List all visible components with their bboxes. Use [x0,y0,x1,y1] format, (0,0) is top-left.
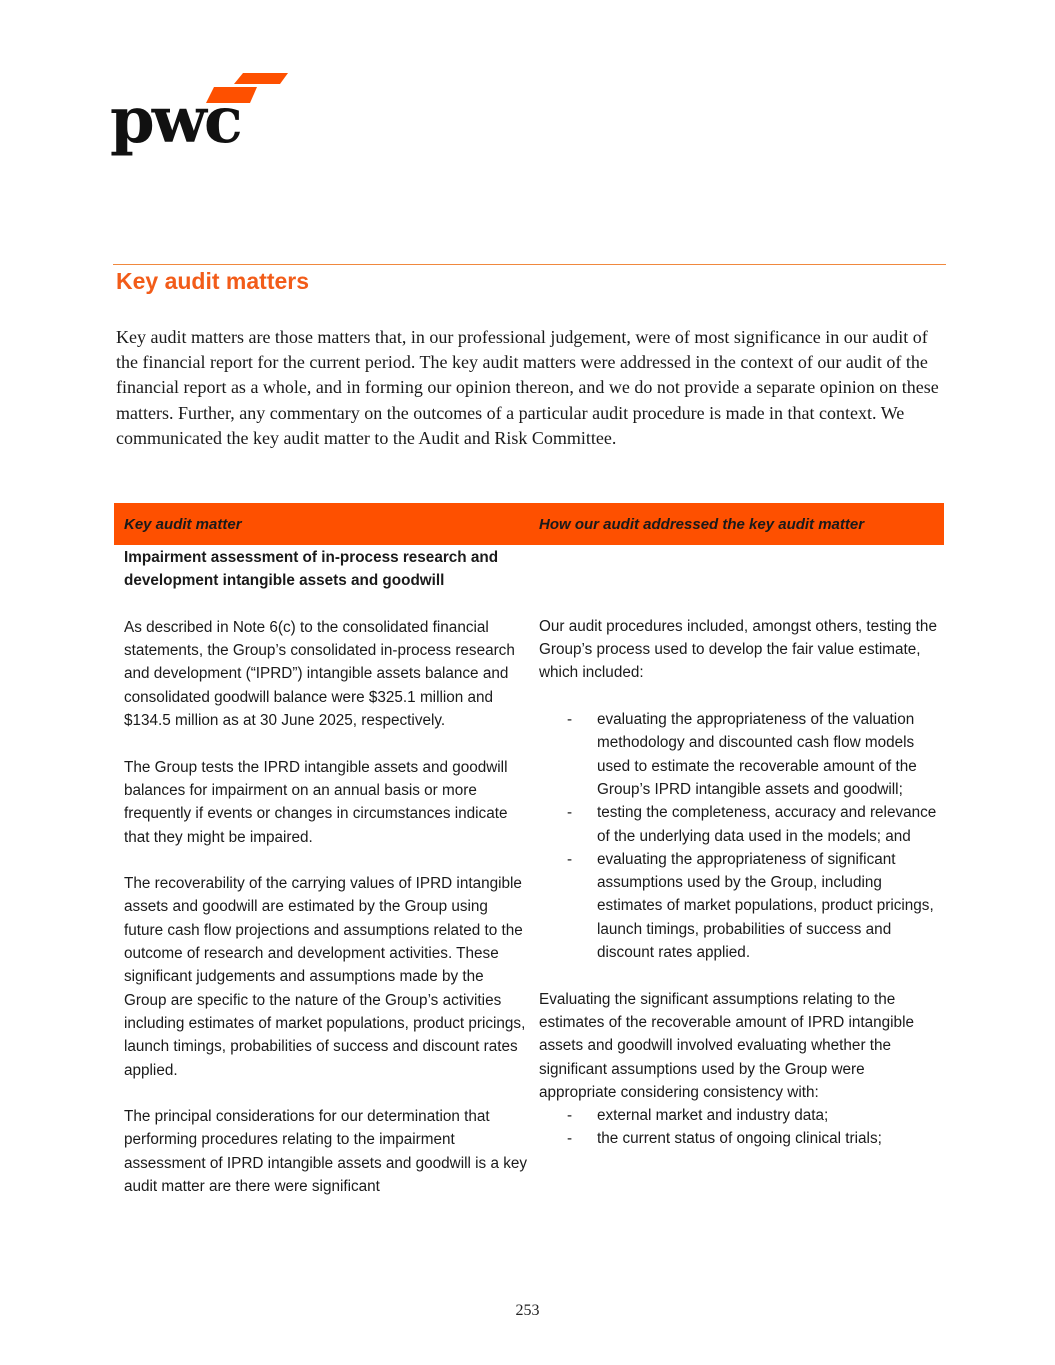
matter-title: Impairment assessment of in-process research and development intangible assets and goodwill [124,549,499,590]
list-item [539,1127,944,1150]
list-item-text: testing the completeness, accuracy and relevance of the underlying data used in the models; and [597,804,937,845]
key-audit-matter-column [114,545,529,1198]
logo-bar-upper [234,73,288,84]
list-item-text: the current status of ongoing clinical trials; [597,1130,882,1148]
matter-paragraph: The Group tests the IPRD intangible assets and goodwill balances for impairment on an annual basis or more frequently if events or changes in circumstances indicate that they might be impaired. [124,758,508,846]
audit-response-column [529,545,944,1198]
response-intro: Our audit procedures included, amongst others, testing the Group’s process used to develop the fair value estimate, which included: [539,617,937,682]
procedure-list [539,708,944,964]
intro-paragraph: Key audit matters are those matters that, in our professional judgement, were of most significance in our audit of the financial report for the current period. The key audit matters were addressed in the context of our audit of the financial report as a whole, and in forming our opinion thereon, and we do not provide a separate opinion on these matters. Further, any commentary on the outcomes of a particular audit procedure is made in that context. We communicated the key audit matter to the Audit and Risk Committee. [116,327,939,448]
header-key-audit-matter: Key audit matter [124,515,242,533]
pwc-logo-mark [110,70,290,162]
page-number: 253 [515,1302,540,1319]
list-item [539,848,944,964]
list-item-text: external market and industry data; [597,1107,829,1125]
matter-paragraph: The recoverability of the carrying values of IPRD intangible assets and goodwill are estimated by the Group using future cash flow projections and assumptions related to the outcome of research and development activities. These significant judgements and assumptions made by the Group are specific to the nature of the Group’s activities including estimates of market populations, product pricings, launch timings, probabilities of success and discount rates applied. [124,875,526,1079]
dash-bullet-icon: - [567,804,573,822]
table-header-row [114,503,944,545]
dash-bullet-icon: - [567,850,573,868]
dash-bullet-icon: - [567,711,573,729]
list-item [539,801,944,848]
response-paragraph: Evaluating the significant assumptions relating to the estimates of the recoverable amount of IPRD intangible assets and goodwill involved evaluating whether the significant assumptions used by the Group were appropriate considering consistency with: [539,990,914,1101]
matter-paragraph: As described in Note 6(c) to the consolidated financial statements, the Group’s consolidated in-process research and development (“IPRD”) intangible assets balance and consolidated goodwill balance were $325.1 million and $134.5 million as at 30 June 2025, respectively. [124,618,515,730]
section-divider [113,264,946,265]
dash-bullet-icon: - [567,1130,573,1148]
header-how-addressed: How our audit addressed the key audit matter [539,515,865,533]
list-item-text: evaluating the appropriateness of significant assumptions used by the Group, including estimates of market populations, product pricings, launch timings, probabilities of success and discount rates applied. [597,850,934,962]
matter-paragraph: The principal considerations for our determination that performing procedures relating to the impairment assessment of IPRD intangible assets and goodwill is a key audit matter are there were significant [124,1108,528,1196]
table-row [114,545,944,1198]
consistency-list [539,1104,944,1151]
section-title: Key audit matters [116,268,310,294]
logo-wordmark: pwc [110,83,240,158]
list-item [539,708,944,801]
list-item [539,1104,944,1127]
key-audit-matters-table [114,503,944,1198]
list-item-text: evaluating the appropriateness of the valuation methodology and discounted cash flow models used to estimate the recoverable amount of the Group’s IPRD intangible assets and goodwill; [597,711,917,798]
dash-bullet-icon: - [567,1107,573,1125]
pwc-logo [110,70,290,162]
